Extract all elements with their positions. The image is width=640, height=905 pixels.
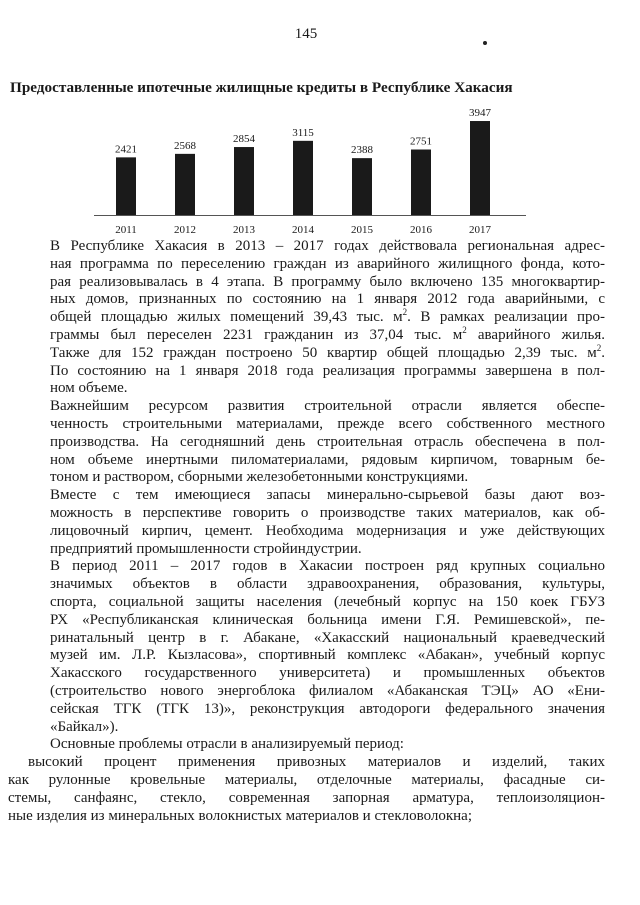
text-line: сейская ТГК (ТГК 13)», реконструкция автодороги федерального значения bbox=[50, 700, 605, 717]
x-tick-label-2017: 2017 bbox=[469, 224, 491, 236]
text-line: (строительство нового энергоблока филиалом «Абаканская ТЭЦ» АО «Ени- bbox=[50, 682, 605, 699]
bar-2015 bbox=[352, 158, 372, 215]
bar-2012 bbox=[175, 154, 195, 215]
x-tick-label-2013: 2013 bbox=[233, 224, 255, 236]
paragraph-5 bbox=[8, 736, 605, 754]
text-line: граммы был переселен 2231 гражданин из 37,04 тыс. $м^2$ аварийного жилья. bbox=[50, 324, 605, 343]
data-label-2011: 2421 bbox=[115, 143, 137, 156]
body-text bbox=[8, 238, 605, 825]
text-line: тоном и раствором, сборными железобетонными конструкциями. bbox=[50, 469, 469, 486]
bar-2017 bbox=[470, 121, 490, 215]
text-line: Важнейшим ресурсом развития строительной отрасли является обеспе- bbox=[50, 398, 605, 415]
text-line: рая реализовывалась в 4 этапа. В программу было включено 135 многоквартир- bbox=[50, 273, 605, 290]
text-line: значимых объектов в области здравоохранения, образования, культуры, bbox=[50, 576, 605, 593]
text-line: ные изделия из минеральных волокнистых материалов и стекловолокна; bbox=[8, 807, 473, 824]
text-line: РХ «Республиканская клиническая больница имени Г.Я. Ремишевской», пе- bbox=[50, 611, 605, 628]
x-tick-label-2014: 2014 bbox=[292, 224, 314, 236]
text-line: предприятий промышленности стройиндустрии. bbox=[50, 540, 362, 557]
text-line: ных домов, признанных по состоянию на 1 января 2012 года аварийными, с bbox=[50, 291, 605, 308]
text-line: По состоянию на 1 января 2018 года реализация программы завершена в пол- bbox=[50, 362, 605, 379]
data-label-2013: 2854 bbox=[233, 133, 255, 146]
text-line: ченность строительными материалами, прежде всего собственного местного bbox=[50, 415, 605, 432]
text-line: Также для 152 граждан построено 50 квартир общей площадью 2,39 тыс. $м^2$. bbox=[50, 342, 605, 361]
data-label-2017: 3947 bbox=[469, 107, 491, 120]
text-line: стемы, санфаянс, стекло, современная запорная арматура, теплоизоляцион- bbox=[8, 789, 605, 806]
text-line: высокий процент применения привозных материалов и изделий, таких bbox=[28, 754, 605, 771]
page-number: 145 bbox=[294, 26, 318, 42]
chart-title: Предоставленные ипотечные жилищные кредиты в Республике Хакасия bbox=[10, 79, 513, 96]
bar-chart bbox=[90, 100, 530, 240]
text-line: общей площадью жилых помещений 39,43 тыс. $м^2$. В рамках реализации про- bbox=[50, 307, 605, 326]
text-line: как рулонные кровельные материалы, отделочные материалы, фасадные си- bbox=[8, 771, 605, 788]
text-line: ном объеме. bbox=[50, 380, 128, 397]
paragraph-3 bbox=[8, 487, 605, 558]
bar-2016 bbox=[411, 150, 431, 216]
data-label-2015: 2388 bbox=[351, 144, 373, 157]
text-line: ном объеме инертными пиломатериалами, рядовым кирпичом, товарным бе- bbox=[50, 451, 605, 468]
data-label-2012: 2568 bbox=[174, 139, 196, 152]
text-line: В Республике Хакасия в 2013 – 2017 годах действовала региональная адрес- bbox=[50, 238, 605, 254]
bar-2014 bbox=[293, 141, 313, 215]
text-line: В период 2011 – 2017 годов в Хакасии построен ряд крупных социально bbox=[50, 558, 605, 575]
paragraph-6 bbox=[8, 754, 605, 825]
text-line: Основные проблемы отрасли в анализируемый период: bbox=[50, 736, 404, 753]
paragraph-1 bbox=[8, 238, 605, 398]
paragraph-4 bbox=[8, 558, 605, 736]
text-line: можность в перспективе говорить о производстве таких материалов, как об- bbox=[50, 504, 605, 521]
text-line: музей им. Л.Р. Кызласова», спортивный комплекс «Абакан», учебный корпус bbox=[50, 647, 605, 664]
text-line: лицовочный кирпич, цемент. Необходима модернизация и уже действующих bbox=[50, 522, 605, 539]
text-line: Хакасского государственного университета) и промышленных объектов bbox=[50, 665, 605, 682]
scan-speck bbox=[483, 41, 487, 45]
data-label-2014: 3115 bbox=[292, 126, 314, 139]
text-line: Вместе с тем имеющиеся запасы минерально-сырьевой базы дают воз- bbox=[50, 487, 605, 504]
text-line: ная программа по переселению граждан из аварийного жилищного фонда, кото- bbox=[50, 255, 605, 272]
x-tick-label-2011: 2011 bbox=[115, 224, 137, 236]
x-tick-label-2015: 2015 bbox=[351, 224, 373, 236]
data-label-2016: 2751 bbox=[410, 135, 432, 148]
x-tick-label-2016: 2016 bbox=[410, 224, 432, 236]
text-line: ринатальный центр в г. Абакане, «Хакасский национальный краеведческий bbox=[50, 629, 605, 646]
paragraph-2 bbox=[8, 398, 605, 487]
text-line: «Байкал»). bbox=[50, 718, 119, 735]
x-tick-label-2012: 2012 bbox=[174, 224, 196, 236]
text-line: спорта, социальной защиты населения (лечебный корпус на 150 коек ГБУЗ bbox=[50, 593, 605, 610]
text-line: производства. На сегодняшний день строительная отрасль обеспечена в пол- bbox=[50, 433, 605, 450]
bar-2013 bbox=[234, 147, 254, 215]
bar-2011 bbox=[116, 157, 136, 215]
